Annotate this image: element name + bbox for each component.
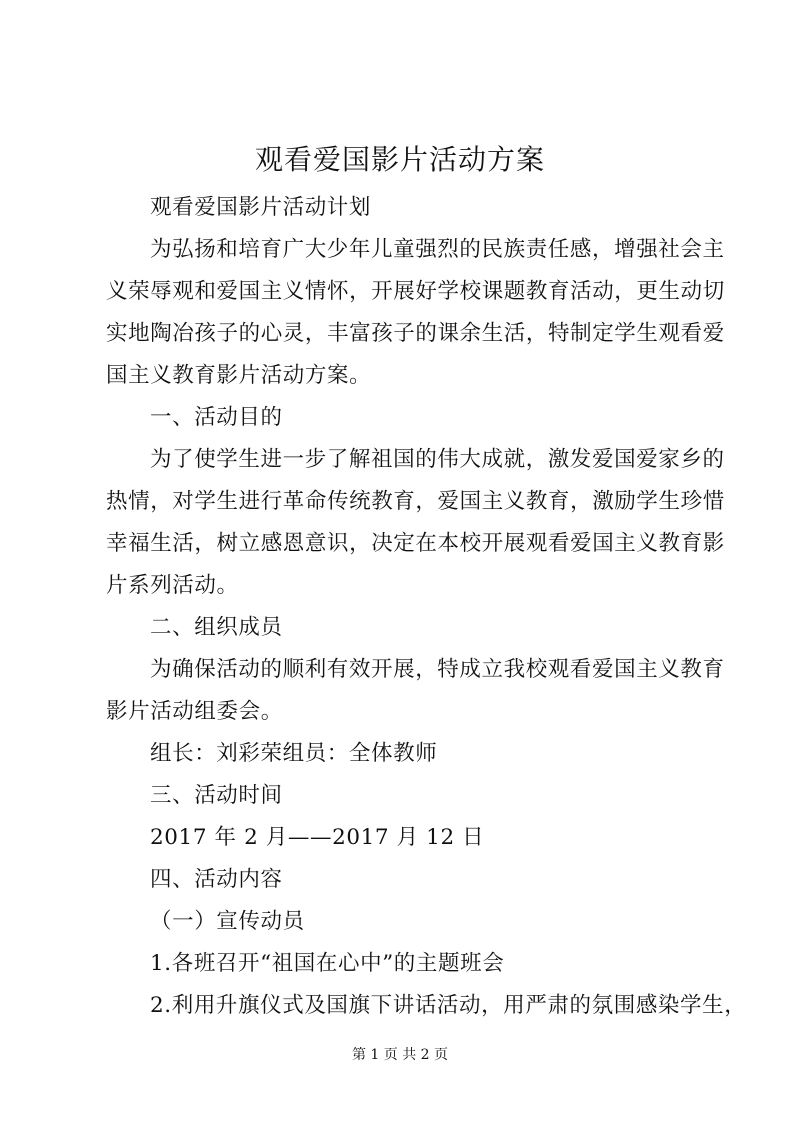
page-footer: 第 1 页 共 2 页	[351, 1047, 449, 1063]
text-line-2: 为弘扬和培育广大少年儿童强烈的民族责任感，增强社会主	[150, 237, 725, 262]
document-title: 观看爱国影片活动方案	[254, 143, 545, 176]
text-line-7: 为了使学生进一步了解祖国的伟大成就，激发爱国爱家乡的	[150, 447, 725, 472]
text-line-5: 国主义教育影片活动方案。	[106, 363, 372, 388]
text-line-9: 幸福生活，树立感恩意识，决定在本校开展观看爱国主义教育影	[106, 531, 725, 556]
text-line-1: 观看爱国影片活动计划	[150, 195, 372, 220]
text-line-14: 组长：刘彩荣组员：全体教师	[150, 741, 438, 766]
text-line-19: 1.各班召开“祖国在心中”的主题班会	[150, 951, 505, 976]
text-line-4: 实地陶冶孩子的心灵，丰富孩子的课余生活，特制定学生观看爱	[106, 321, 725, 346]
text-line-20: 2.利用升旗仪式及国旗下讲话活动，用严肃的氛围感染学生，	[150, 993, 747, 1018]
section-heading-3: 三、活动时间	[150, 783, 283, 808]
text-line-10: 片系列活动。	[106, 573, 239, 598]
text-line-8: 热情，对学生进行革命传统教育，爱国主义教育，激励学生珍惜	[106, 489, 725, 514]
text-line-3: 义荣辱观和爱国主义情怀，开展好学校课题教育活动，更生动切	[106, 279, 725, 304]
text-line-13: 影片活动组委会。	[106, 699, 283, 724]
text-line-16: 2017 年 2 月——2017 月 12 日	[150, 825, 485, 850]
section-heading-1: 一、活动目的	[150, 405, 283, 430]
text-line-12: 为确保活动的顺利有效开展，特成立我校观看爱国主义教育	[150, 657, 725, 682]
subsection-heading-1: （一）宣传动员	[150, 909, 305, 934]
section-heading-4: 四、活动内容	[150, 867, 283, 892]
section-heading-2: 二、组织成员	[150, 615, 283, 640]
